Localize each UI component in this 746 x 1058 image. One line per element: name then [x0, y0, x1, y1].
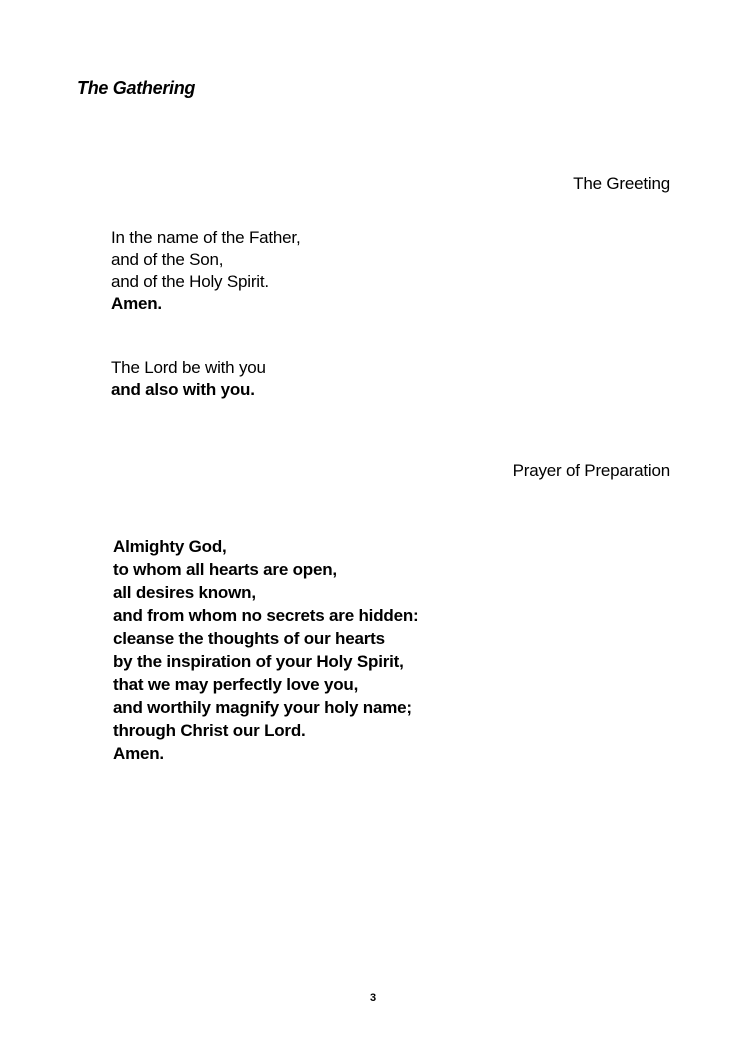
- prayer-line: and worthily magnify your holy name;: [113, 698, 412, 717]
- prayer-line: all desires known,: [113, 583, 256, 602]
- greeting-heading: The Greeting: [573, 174, 670, 193]
- prayer-line: through Christ our Lord.: [113, 721, 306, 740]
- prayer-line: by the inspiration of your Holy Spirit,: [113, 652, 404, 671]
- preparation-prayer: [113, 535, 418, 765]
- greeting-line: In the name of the Father,: [111, 228, 301, 247]
- prayer-line: Almighty God,: [113, 537, 227, 556]
- greeting-line: and of the Son,: [111, 250, 224, 269]
- greeting-line: and of the Holy Spirit.: [111, 272, 269, 291]
- peace-text: [111, 357, 266, 401]
- greeting-text: [111, 227, 300, 315]
- peace-line: The Lord be with you: [111, 358, 266, 377]
- preparation-heading: Prayer of Preparation: [512, 461, 670, 480]
- prayer-line: cleanse the thoughts of our hearts: [113, 629, 385, 648]
- prayer-amen: Amen.: [113, 744, 164, 763]
- prayer-line: to whom all hearts are open,: [113, 560, 337, 579]
- peace-response: and also with you.: [111, 380, 255, 399]
- prayer-line: and from whom no secrets are hidden:: [113, 606, 419, 625]
- prayer-line: that we may perfectly love you,: [113, 675, 359, 694]
- section-title: The Gathering: [77, 78, 196, 98]
- page-number: 3: [369, 992, 377, 1004]
- greeting-response: Amen.: [111, 294, 162, 313]
